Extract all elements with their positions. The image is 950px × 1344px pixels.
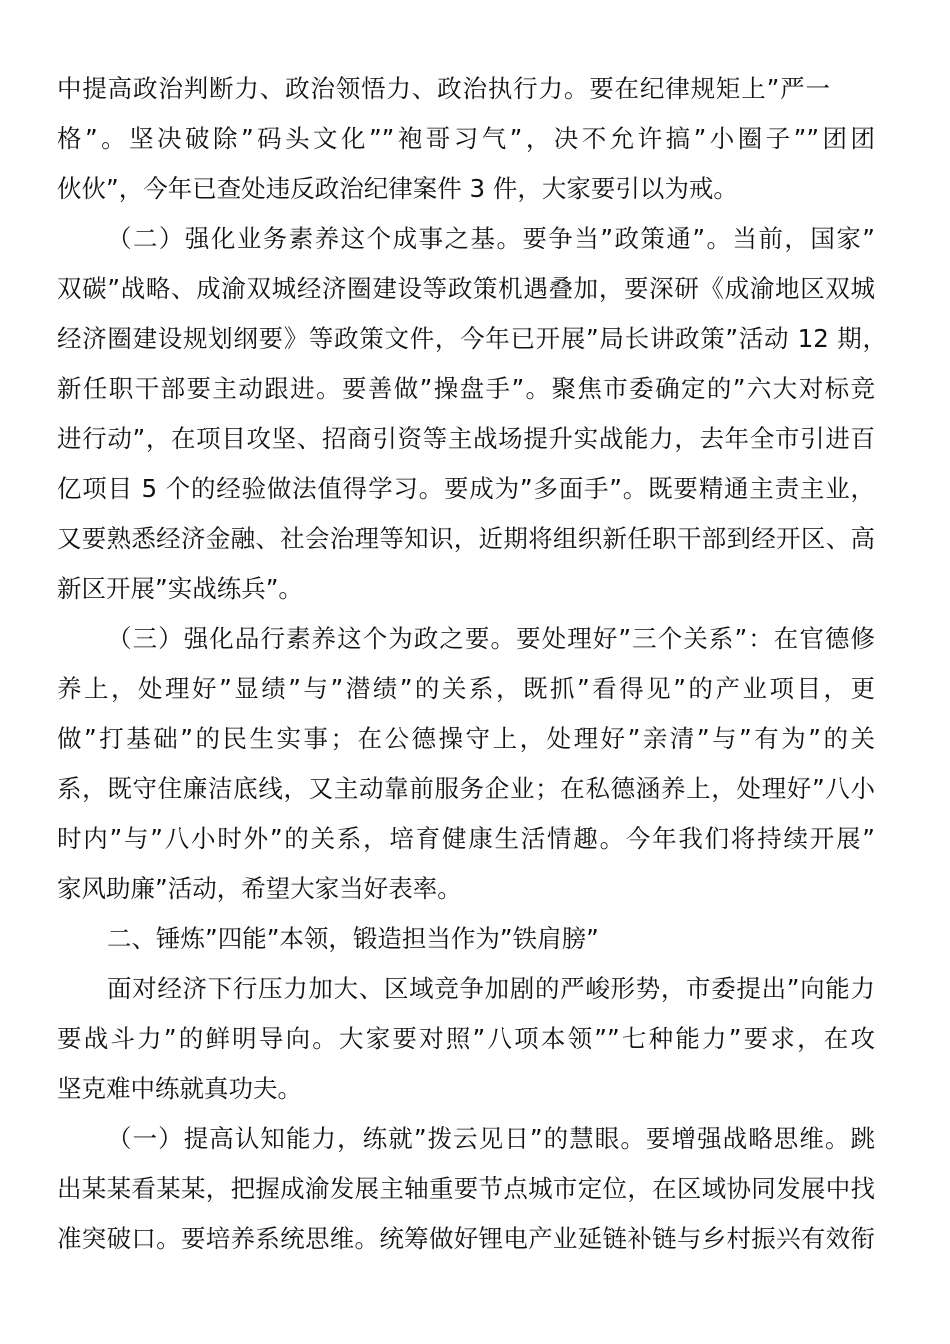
text-line-13: 养上，处理好”显绩”与”潜绩”的关系，既抓”看得见”的产业项目，更 <box>57 674 875 703</box>
text-line-16: 时内”与”八小时外”的关系，培育健康生活情趣。今年我们将持续开展” <box>57 824 875 853</box>
text-line-12: （三）强化品行素养这个为政之要。要处理好”三个关系”：在官德修 <box>107 624 875 653</box>
text-line-1: 中提高政治判断力、政治领悟力、政治执行力。要在纪律规矩上”严一 <box>57 74 830 103</box>
text-line-10: 又要熟悉经济金融、社会治理等知识，近期将组织新任职干部到经开区、高 <box>57 524 875 553</box>
text-line-5: 双碳”战略、成渝双城经济圈建设等政策机遇叠加，要深研《成渝地区双城 <box>57 274 875 303</box>
text-line-23: 出某某看某某，把握成渝发展主轴重要节点城市定位，在区域协同发展中找 <box>57 1174 875 1203</box>
text-line-14: 做”打基础”的民生实事；在公德操守上，处理好”亲清”与”有为”的关 <box>57 724 875 753</box>
text-line-11: 新区开展”实战练兵”。 <box>57 574 303 603</box>
text-line-3: 伙伙”，今年已查处违反政治纪律案件 3 件，大家要引以为戒。 <box>57 174 738 203</box>
text-line-4: （二）强化业务素养这个成事之基。要争当”政策通”。当前，国家” <box>107 224 875 253</box>
text-line-24: 准突破口。要培养系统思维。统筹做好锂电产业延链补链与乡村振兴有效衔 <box>57 1224 875 1253</box>
section-heading: 二、锤炼”四能”本领，锻造担当作为”铁肩膀” <box>107 924 599 953</box>
text-line-19: 面对经济下行压力加大、区域竞争加剧的严峻形势，市委提出”向能力 <box>107 974 875 1003</box>
text-line-21: 坚克难中练就真功夫。 <box>57 1074 302 1103</box>
text-line-2: 格”。坚决破除”码头文化””袍哥习气”，决不允许搞”小圈子””团团 <box>57 124 875 153</box>
text-line-6: 经济圈建设规划纲要》等政策文件，今年已开展”局长讲政策”活动 12 期， <box>57 324 887 353</box>
text-line-8: 进行动”，在项目攻坚、招商引资等主战场提升实战能力，去年全市引进百 <box>57 424 875 453</box>
text-line-17: 家风助廉”活动，希望大家当好表率。 <box>57 874 462 903</box>
text-line-22: （一）提高认知能力，练就”拨云见日”的慧眼。要增强战略思维。跳 <box>107 1124 875 1153</box>
text-line-20: 要战斗力”的鲜明导向。大家要对照”八项本领””七种能力”要求，在攻 <box>57 1024 875 1053</box>
text-line-15: 系，既守住廉洁底线，又主动靠前服务企业；在私德涵养上，处理好”八小 <box>57 774 875 803</box>
text-line-9: 亿项目 5 个的经验做法值得学习。要成为”多面手”。既要精通主责主业， <box>57 474 875 503</box>
text-line-7: 新任职干部要主动跟进。要善做”操盘手”。聚焦市委确定的”六大对标竞 <box>57 374 875 403</box>
